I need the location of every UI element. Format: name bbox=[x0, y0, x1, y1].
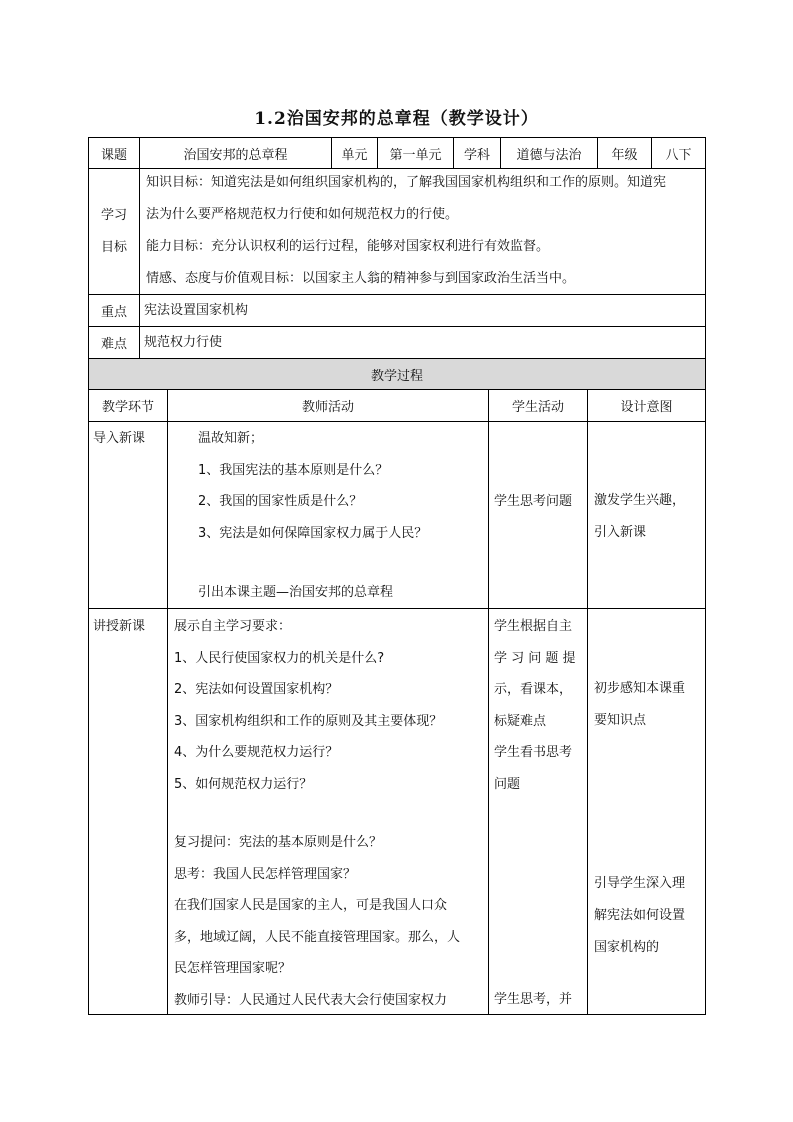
difficulty-value: 规范权力行使 bbox=[144, 335, 223, 350]
intro-teacher-activity bbox=[198, 423, 427, 549]
objectives-text bbox=[146, 167, 704, 295]
intro-design-intent bbox=[594, 485, 685, 549]
key-point-label: 重点 bbox=[100, 305, 127, 320]
new-lesson-design-intent-b bbox=[594, 868, 685, 964]
intro-teacher-line: 温故知新； bbox=[198, 431, 264, 446]
new-lesson-teacher-line: 教师引导：人民通过人民代表大会行使国家权力 bbox=[174, 992, 448, 1008]
lesson-plan-table bbox=[88, 137, 706, 1015]
objective-line: 知识目标：知道宪法是如何组织国家机构的，了解我国国家机构组织和工作的原则。知道宪 bbox=[146, 175, 667, 190]
new-lesson-student-activity-b: 学生思考，并 bbox=[494, 992, 573, 1007]
new-lesson-student-line: 学生看书思考 bbox=[494, 745, 573, 760]
new-lesson-student-line: 标疑难点 bbox=[494, 713, 547, 729]
objectives-label-line-1: 学习 bbox=[100, 207, 127, 223]
new-lesson-stage: 讲授新课 bbox=[93, 619, 146, 634]
new-lesson-teacher-line: 4、为什么要规范权力运行？ bbox=[174, 745, 339, 760]
new-lesson-teacher-line: 思考：我国人民怎样管理国家？ bbox=[174, 866, 357, 882]
grade-label: 年级 bbox=[611, 147, 638, 163]
objectives-label-line-2: 目标 bbox=[100, 239, 127, 255]
new-lesson-teacher-line: 5、如何规范权力运行？ bbox=[174, 776, 313, 792]
intro-teacher-line: 2、我国的国家性质是什么？ bbox=[198, 494, 363, 509]
new-lesson-design-line: 初步感知本课重 bbox=[594, 681, 686, 696]
intro-design-line: 引入新课 bbox=[594, 525, 647, 540]
grade-value: 八下 bbox=[665, 147, 692, 163]
column-header-teacher: 教师活动 bbox=[301, 400, 354, 415]
new-lesson-design-line: 要知识点 bbox=[594, 713, 647, 728]
new-lesson-teacher-line: 3、国家机构组织和工作的原则及其主要体现？ bbox=[174, 713, 443, 729]
new-lesson-design-line: 国家机构的 bbox=[594, 940, 660, 955]
column-header-stage: 教学环节 bbox=[101, 400, 154, 415]
new-lesson-design-intent-a bbox=[594, 673, 685, 737]
intro-teacher-tail: 引出本课主题—治国安邦的总章程 bbox=[198, 585, 394, 600]
new-lesson-teacher-line: 多，地域辽阔，人民不能直接管理国家。那么，人 bbox=[174, 929, 461, 945]
objective-line: 能力目标：充分认识权利的运行过程，能够对国家权利进行有效监督。 bbox=[146, 239, 550, 254]
topic-value: 治国安邦的总章程 bbox=[183, 147, 288, 163]
key-point-value: 宪法设置国家机构 bbox=[144, 303, 249, 318]
new-lesson-teacher-line: 复习提问：宪法的基本原则是什么？ bbox=[174, 835, 383, 850]
difficulty-label: 难点 bbox=[100, 337, 127, 352]
intro-design-line: 激发学生兴趣， bbox=[594, 493, 686, 508]
subject-label: 学科 bbox=[463, 147, 490, 163]
new-lesson-student-line: 示，看课本， bbox=[494, 682, 573, 697]
new-lesson-teacher-activity-b bbox=[174, 827, 460, 1016]
new-lesson-design-line: 引导学生深入理 bbox=[594, 876, 686, 891]
new-lesson-student-activity-a bbox=[494, 611, 576, 800]
new-lesson-student-line: 学生根据自主 bbox=[494, 619, 573, 634]
new-lesson-teacher-line: 民怎样管理国家呢？ bbox=[174, 961, 292, 976]
unit-value: 第一单元 bbox=[389, 147, 442, 163]
unit-label: 单元 bbox=[341, 147, 368, 163]
objective-line: 情感、态度与价值观目标：以国家主人翁的精神参与到国家政治生活当中。 bbox=[146, 271, 576, 286]
new-lesson-teacher-line: 在我们国家人民是国家的主人，可是我国人口众 bbox=[174, 898, 448, 913]
new-lesson-teacher-line: 展示自主学习要求： bbox=[174, 619, 292, 634]
new-lesson-design-line: 解宪法如何设置 bbox=[594, 908, 686, 923]
intro-teacher-line: 3、宪法是如何保障国家权力属于人民？ bbox=[198, 525, 428, 541]
column-header-student: 学生活动 bbox=[511, 400, 564, 415]
subject-value: 道德与法治 bbox=[516, 147, 582, 163]
objectives-label bbox=[89, 169, 139, 294]
objective-line: 法为什么要严格规范权力行使和如何规范权力的行使。 bbox=[146, 207, 459, 222]
page-title: 1.2治国安邦的总章程（教学设计） bbox=[254, 109, 539, 129]
intro-student-activity: 学生思考问题 bbox=[494, 494, 573, 509]
process-header: 教学过程 bbox=[370, 368, 423, 384]
new-lesson-student-line: 问题 bbox=[494, 776, 521, 792]
intro-stage: 导入新课 bbox=[93, 431, 146, 446]
new-lesson-teacher-activity-a bbox=[174, 611, 442, 800]
new-lesson-student-line: 学 习 问 题 提 bbox=[494, 650, 576, 666]
new-lesson-teacher-line: 1、人民行使国家权力的机关是什么? bbox=[174, 650, 385, 666]
column-header-design: 设计意图 bbox=[620, 400, 673, 415]
intro-teacher-line: 1、我国宪法的基本原则是什么？ bbox=[198, 462, 389, 478]
new-lesson-teacher-line: 2、宪法如何设置国家机构？ bbox=[174, 682, 339, 697]
topic-label: 课题 bbox=[100, 147, 127, 163]
